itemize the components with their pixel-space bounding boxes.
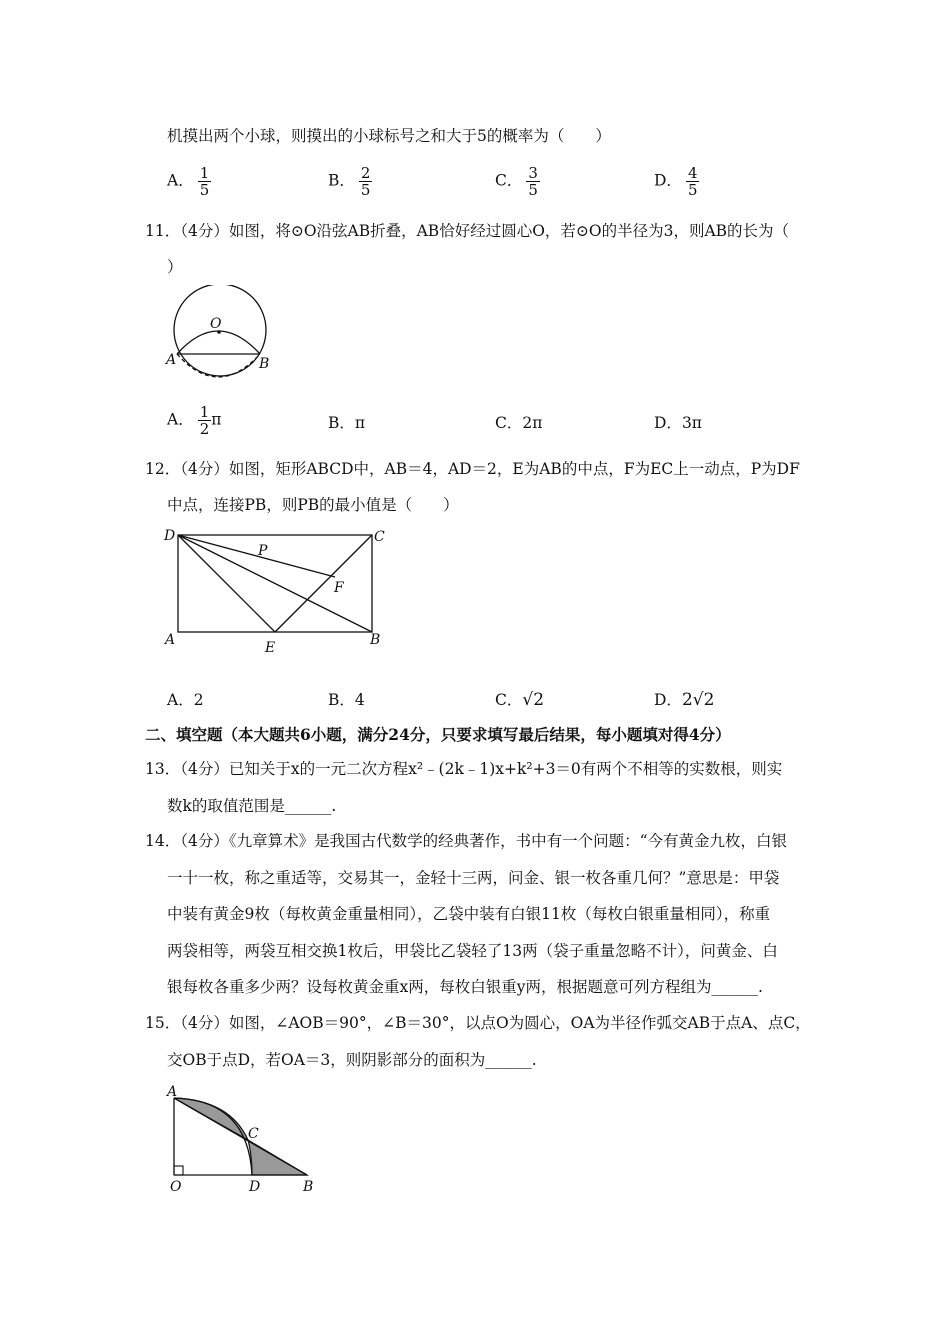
option-value: √2	[522, 690, 545, 710]
label-d: D	[164, 528, 176, 544]
label-f: F	[334, 580, 344, 596]
q10-option-b[interactable]	[328, 165, 372, 198]
option-label: A．	[167, 171, 194, 190]
q11-option-a[interactable]	[167, 404, 221, 437]
q15-sector-figure	[160, 1080, 330, 1195]
label-b: B	[303, 1179, 314, 1195]
label-d: D	[249, 1179, 261, 1195]
fraction	[198, 404, 212, 437]
denominator: 5	[360, 181, 371, 199]
q13-text-line1: 13．（4分）已知关于x的一元二次方程x²﹣(2k﹣1)x+k²+3＝0有两个不相等的实数根，则实	[145, 760, 783, 778]
fraction	[198, 165, 212, 198]
numerator: 2	[360, 164, 371, 182]
label-c: C	[374, 529, 385, 545]
q11-text-line2: ）	[167, 258, 183, 276]
q14-text-line1: 14．（4分）《九章算术》是我国古代数学的经典著作，书中有一个问题：“今有黄金九枚，白银	[145, 832, 788, 850]
q11-option-b[interactable]	[328, 412, 365, 434]
pi-symbol: π	[211, 410, 222, 429]
q15-text-line1: 15．（4分）如图，∠AOB＝90°，∠B＝30°，以点O为圆心，OA为半径作弧交AB于点A、点C，	[145, 1014, 811, 1032]
numerator: 1	[199, 164, 210, 182]
segment-df	[178, 535, 335, 577]
q10-text: 机摸出两个小球，则摸出的小球标号之和大于5的概率为（ ）	[167, 127, 611, 145]
q11-circle-figure	[160, 285, 280, 385]
numerator: 1	[199, 403, 210, 421]
q12-text-line2: 中点，连接PB，则PB的最小值是（ ）	[167, 496, 459, 514]
label-b: B	[370, 632, 381, 648]
option-label: B．	[328, 171, 355, 190]
q12-option-a[interactable]	[167, 689, 204, 711]
section-title: 二、填空题（本大题共6小题，满分24分，只要求填写最后结果，每小题填对得4分）	[145, 725, 731, 744]
q14-text-line4: 两袋相等，两袋互相交换1枚后，甲袋比乙袋轻了13两（袋子重量忽略不计），问黄金、白	[167, 942, 778, 960]
option-label: A．	[167, 410, 194, 429]
numerator: 3	[528, 164, 538, 182]
q10-option-a[interactable]	[167, 165, 211, 198]
label-o: O	[170, 1179, 182, 1195]
label-o: O	[210, 316, 222, 332]
q11-option-c[interactable]	[495, 412, 542, 434]
option-label: B．	[328, 691, 355, 709]
label-b: B	[259, 356, 270, 372]
label-e: E	[265, 640, 276, 656]
denominator: 5	[528, 181, 538, 199]
option-label: C．	[495, 414, 523, 432]
option-label: D．	[654, 171, 682, 190]
option-label: B．	[328, 414, 355, 432]
denominator: 5	[199, 181, 210, 199]
option-value: 2π	[522, 414, 543, 432]
q13-text-line2: 数k的取值范围是______.	[167, 797, 337, 815]
option-value: 4	[354, 691, 365, 709]
q12-option-c[interactable]	[495, 689, 544, 711]
q12-option-b[interactable]	[328, 689, 365, 711]
q10-option-d[interactable]	[654, 165, 699, 198]
folded-arc	[177, 331, 260, 354]
label-p: P	[258, 543, 268, 559]
q12-rectangle-figure	[160, 522, 395, 657]
q14-text-line2: 一十一枚，称之重适等，交易其一，金轻十三两，问金、银一枚各重几何？”意思是：甲袋	[167, 869, 780, 887]
option-label: D．	[654, 414, 682, 432]
numerator: 4	[687, 164, 698, 182]
segment-ec	[275, 535, 372, 632]
option-label: C．	[495, 171, 523, 190]
option-label: D．	[654, 691, 682, 709]
denominator: 5	[687, 181, 698, 199]
label-a: A	[167, 1084, 178, 1100]
q15-text-line2: 交OB于点D，若OA＝3，则阴影部分的面积为______.	[167, 1051, 537, 1069]
denominator: 2	[199, 420, 210, 438]
q12-option-d[interactable]	[654, 689, 714, 711]
fraction	[526, 165, 540, 198]
option-value: 2√2	[681, 690, 715, 710]
q11-text-line1: 11．（4分）如图，将⊙O沿弦AB折叠，AB恰好经过圆心O，若⊙O的半径为3，则AB的长为（	[145, 222, 790, 240]
fraction	[359, 165, 373, 198]
option-value: 3π	[681, 414, 702, 432]
segment-ab	[174, 1098, 307, 1175]
q12-text-line1: 12．（4分）如图，矩形ABCD中，AB＝4，AD＝2，E为AB的中点，F为EC上一动点，P为DF	[145, 460, 800, 478]
fraction	[686, 165, 700, 198]
q11-option-d[interactable]	[654, 412, 702, 434]
option-label: A．	[167, 691, 194, 709]
dashed-arc	[177, 354, 260, 377]
label-c: C	[248, 1126, 259, 1142]
q10-option-c[interactable]	[495, 165, 540, 198]
option-label: C．	[495, 691, 523, 709]
q14-text-line3: 中装有黄金9枚（每枚黄金重量相同），乙袋中装有白银11枚（每枚白银重量相同），称重	[167, 905, 771, 923]
q14-text-line5: 银每枚各重多少两？设每枚黄金重x两，每枚白银重y两，根据题意可列方程组为______.	[167, 978, 763, 996]
right-angle-mark	[174, 1166, 183, 1175]
label-a: A	[166, 352, 177, 368]
label-a: A	[165, 632, 176, 648]
option-value: 2	[193, 691, 204, 709]
option-value: π	[354, 414, 366, 432]
